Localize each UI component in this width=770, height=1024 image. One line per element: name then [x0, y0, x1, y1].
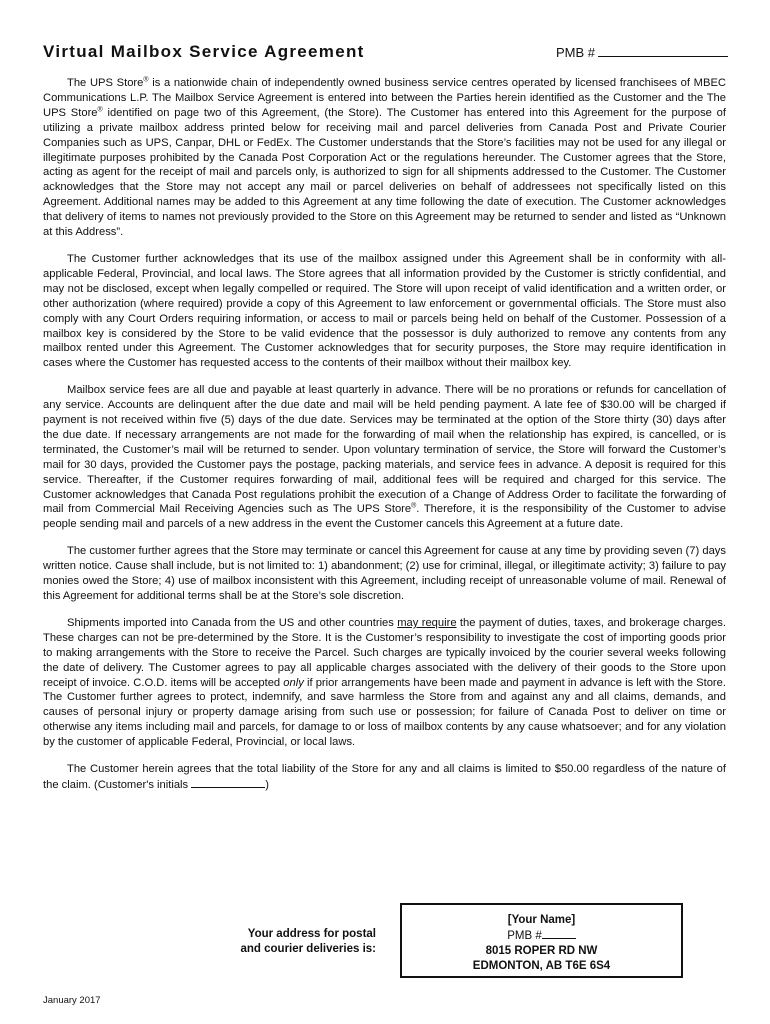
footer-date: January 2017 [43, 995, 101, 1006]
address-label [200, 927, 376, 957]
p6-text-b: ) [265, 778, 269, 791]
paragraph-5 [43, 616, 726, 750]
agreement-body [43, 76, 726, 805]
p5-text-c: if prior arrangements have been made and payment in advance is left with the Store. The Customer further agrees to protect, indemnify, and save harmless the Store from and against any and all claims, demands, and causes of personal injury or property damage arising from such use or possession; for failure of Canada Post to deliver on time or otherwise any items including mail and parcels, for damage to or loss of mailbox contents by any cause whatsoever; and for any violation by the customer of applicable Federal, Provincial, or local laws. [43, 676, 726, 749]
p5-text-a: Shipments imported into Canada from the US and other countries [67, 616, 398, 629]
address-pmb [402, 928, 681, 944]
paragraph-4: The customer further agrees that the Store may terminate or cancel this Agreement for cause at any time by providing seven (7) days written notice. Cause shall include, but is not limited to: 1) abandonment; (2) use for criminal, illegal, or illegitimate activity; 3) failure to pay monies owed the Store; 4) use of mailbox inconsistent with this Agreement, including receipt of unreasonable volume of mail. Renewal of this Agreement for additional terms shall be at the Store’s sole discretion. [43, 545, 726, 602]
p1-text-a: The UPS Store [67, 77, 144, 89]
pmb-field [556, 44, 728, 60]
p6-text-a: The Customer herein agrees that the total liability of the Store for any and all claims is limited to $50.00 regardless of the nature of the claim. (Customer's initials [43, 763, 726, 791]
address-name: [Your Name] [507, 914, 576, 926]
pmb-label: PMB # [555, 45, 595, 60]
address-label-line-1: Your address for postal [247, 928, 376, 940]
address-pmb-blank [542, 928, 576, 939]
p5-underlined-text: may require [397, 616, 457, 629]
p5-text-b: the payment of duties, taxes, and brokerage charges. These charges can not be pre-determined by the Store. It is the Customer’s responsibility to investigate the cost of importing goods prior to making arrangements with the Store to receive the Parcel. Such charges are typically invoiced by the courier several weeks following the date of delivery. The Customer agrees to pay all applicable charges associated with the delivery of their goods to the Store upon receipt of invoice. C.O.D. items will be accepted [43, 616, 726, 689]
p1-text-b: is a nationwide chain of independently owned business service centres operated by licensed franchisees of MBEC Communications L.P. The Mailbox Service Agreement is entered into between the Parties herein identified as the Customer and the The UPS Store [43, 77, 726, 119]
page-title: Virtual Mailbox Service Agreement [43, 42, 365, 61]
registered-mark: ® [143, 76, 149, 84]
address-street: 8015 ROPER RD NW [485, 945, 598, 957]
address-box [400, 903, 683, 978]
registered-mark: ® [97, 106, 103, 114]
pmb-blank-line [598, 44, 728, 57]
p3-text-a: Mailbox service fees are all due and payable at least quarterly in advance. There will be no prorations or refunds for cancellation of any service. Accounts are delinquent after the due date and mail will be held pending payment. A late fee of $30.00 will be charged if payment is not received within five (5) days of the due date. Services may be terminated at the option of the Store thirty (30) days after the due date. If necessary arrangements are not made for the forwarding of mail when the relationship has expired, is cancelled, or is terminated, the Customer’s mail will be returned to sender. Upon voluntary termination of service, the Store will forward the Customer’s mail for 30 days, provided the Customer pays the postage, packing materials, and service fees in advance. A deposit is required for this service. Thereafter, if the Customer requires forwarding of mail, additional fees will be required and charged for this service. The Customer acknowledges that Canada Post regulations prohibit the execution of a Change of Address Order to facilitate the forwarding of mail from Commercial Mail Receiving Agencies such as The UPS Store [43, 384, 726, 516]
paragraph-2: The Customer further acknowledges that its use of the mailbox assigned under this Agreement shall be in conformity with all-applicable Federal, Provincial, and local laws. The Store agrees that all information provided by the Customer is strictly confidential, and may not be disclosed, except when legally compelled or required. The Store will upon receipt of valid identification and a written order, or other authorization (where required) provide a copy of this Agreement to law enforcement or governmental officials. The Store must also comply with any Court Orders requiring information, or access to mail or parcels being held on behalf of the Customer. Possession of a mailbox key is considered by the Store to be valid evidence that the possessor is duly authorized to remove any contents from any mailbox rented under this Agreement. The Customer acknowledges that for security purposes, the Store may require identification in cases where the Customer has requested access to the contents of their mailbox without their mailbox key. [43, 252, 726, 370]
address-pmb-label: PMB # [507, 930, 542, 942]
p3-text-b: . Therefore, it is the responsibility of the Customer to advise people sending mail and parcels of a new address in the event the Customer cancels this Agreement at a future date. [43, 503, 726, 531]
address-city: EDMONTON, AB T6E 6S4 [472, 960, 611, 972]
paragraph-3 [43, 383, 726, 532]
initials-blank-line[interactable] [191, 777, 265, 788]
header [43, 42, 728, 64]
registered-mark: ® [411, 502, 417, 510]
p1-text-c: identified on page two of this Agreement, (the Store). The Customer has entered into this Agreement for the purpose of utilizing a private mailbox address printed below for receiving mail and parcel deliveries from Canada Post and Private Courier Companies such as UPS, Canpar, DHL or FedEx. The Customer understands that the Store’s facilities may not be used for any illegal or illegitimate purposes prohibited by the Canada Post Corporation Act or the regulations hereunder. The Customer agrees that the Store, acting as agent for the receipt of mail and parcels only, is authorized to sign for all shipments addressed to the Customer. The Customer acknowledges that the Store may not accept any mail or parcel deliveries on behalf of addressees not specifically listed on this Agreement. Additional names may be added to this Agreement at any time following the date of execution. The Customer acknowledges that delivery of items to names not previously provided to the Store on this Agreement may be returned to sender and listed as “Unknown at this Address”. [43, 106, 727, 239]
paragraph-1 [43, 76, 726, 240]
paragraph-6 [43, 762, 726, 793]
p5-italic-text: only [283, 676, 304, 689]
address-label-line-2: and courier deliveries is: [240, 943, 376, 955]
